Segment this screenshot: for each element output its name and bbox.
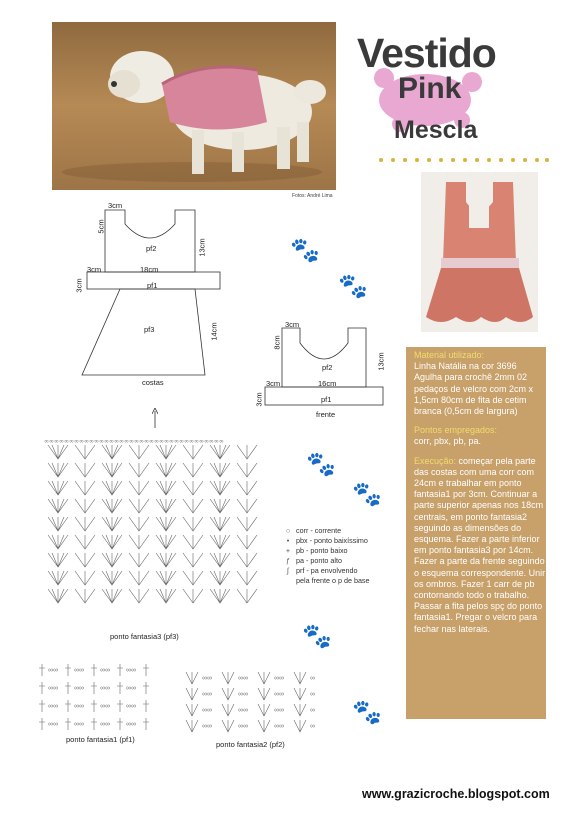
title-line-3: Mescla [394,116,478,144]
website-url: www.grazicroche.blogspot.com [362,787,550,801]
materials-text: Linha Natália na cor 3696 Agulha para crochê 2mm 02 pedaços de velcro com 2cm x 1,5cm 80cm de fita de cetim branca (0,5cm de largura) [414,361,534,417]
front-label-3: pf2 [322,363,333,372]
front-label-7: 3cm [254,392,264,407]
instructions-text [414,350,546,643]
back-label-10: 14cm [209,322,219,341]
back-label-9: pf3 [144,325,155,334]
execution-heading: Execução: [414,455,457,466]
chart-pf3-caption: ponto fantasia3 (pf3) [110,632,179,641]
execution-block [414,456,546,635]
front-label-1: 3cm [285,320,300,329]
chart-pf1 [38,660,158,737]
arrow-icon [152,408,158,433]
svg-text:∞∞: ∞∞ [126,667,136,674]
front-label-2: 8cm [272,335,282,350]
stitches-block [414,425,546,447]
svg-text:∞∞: ∞∞ [74,667,84,674]
chart-pf2 [182,670,328,741]
stitches-text: corr, pbx, pb, pa. [414,436,482,447]
front-post-symbol-icon: ∫ [287,566,289,576]
back-label-8: pf1 [147,281,158,290]
chart-pf2-caption: ponto fantasia2 (pf2) [216,740,285,749]
chain-symbol-icon: ○ [285,526,291,535]
paw-print-icon: 🐾 [352,699,382,726]
front-label-5: 3cm [266,379,281,388]
single-crochet-symbol-icon: + [285,546,291,556]
back-label-3: pf2 [146,244,157,253]
slip-stitch-symbol-icon: • [286,536,290,546]
title-line-1: Vestido [357,30,496,76]
front-label-4: 13cm [376,352,386,371]
legend-row-corr: ○ corr - corrente [282,526,370,536]
paw-print-icon: 🐾 [338,273,368,300]
back-label-7: 3cm [74,278,84,293]
chart-pf1-caption: ponto fantasia1 (pf1) [66,735,135,744]
back-label-1: 3cm [108,201,123,210]
materials-block [414,350,546,417]
paw-print-icon: 🐾 [302,623,332,650]
double-crochet-symbol-icon: ƒ [286,556,290,566]
back-label-2: 5cm [96,219,106,234]
svg-text:∞∞: ∞∞ [202,675,212,682]
back-label-6: 18cm [140,265,159,274]
dog-photo [52,22,336,190]
legend-row-pa: ƒ pa - ponto alto [282,556,370,566]
photo-credit: Fotos: André Lima [292,193,333,199]
materials-heading: Material utilizado: [414,350,485,360]
svg-text:∞: ∞ [310,675,315,682]
execution-text: começar pela parte das costas com uma corr com 24cm e trabalhar em ponto fantasia1 por 3cm. Continuar a parte superior apenas nos 18cm centrais, em ponto fantasia2 seguindo as dimensões do esquema. Fazer a parte inferior em ponto fantasia3 por 14cm. Fazer a parte da frente seguindo o esquema correspondente. Unir os ombros. Fazer 1 carr de pb contornando todo o trabalho. Passar a fita pelos spç do ponto fantasia1. Pregar o velcro para fechar nas laterais. [414,455,546,634]
svg-text:∞∞: ∞∞ [274,675,284,682]
svg-text:∞∞: ∞∞ [238,675,248,682]
legend-row-pbx: • pbx - ponto baixíssimo [282,536,370,546]
svg-text:∞∞: ∞∞ [48,667,58,674]
svg-text:∞∞∞∞∞∞∞∞∞∞∞∞∞∞∞∞∞∞∞∞∞∞∞∞∞∞∞∞∞∞: ∞∞∞∞∞∞∞∞∞∞∞∞∞∞∞∞∞∞∞∞∞∞∞∞∞∞∞∞∞∞∞∞∞∞∞∞ [44,438,224,445]
front-label-6: 16cm [318,379,337,388]
dress-photo [421,172,538,332]
front-label-8: pf1 [321,395,332,404]
paw-print-icon: 🐾 [290,237,320,264]
title-line-2: Pink [398,72,462,105]
legend-row-prf-cont: pela frente o p de base [296,576,370,586]
front-caption: frente [316,410,336,419]
stitch-legend [282,526,370,587]
legend-row-prf: ∫ prf - pa envolvendo [282,566,370,576]
back-label-4: 13cm [197,238,207,257]
legend-row-pb: + pb - ponto baixo [282,546,370,556]
paw-print-icon: 🐾 [306,451,336,478]
back-caption: costas [142,378,164,387]
dotted-divider [378,151,550,169]
svg-text:∞∞: ∞∞ [100,667,110,674]
back-label-5: 3cm [87,265,102,274]
stitches-heading: Pontos empregados: [414,425,498,436]
paw-print-icon: 🐾 [352,481,382,508]
chart-pf3 [44,437,276,624]
front-schematic [262,325,402,420]
